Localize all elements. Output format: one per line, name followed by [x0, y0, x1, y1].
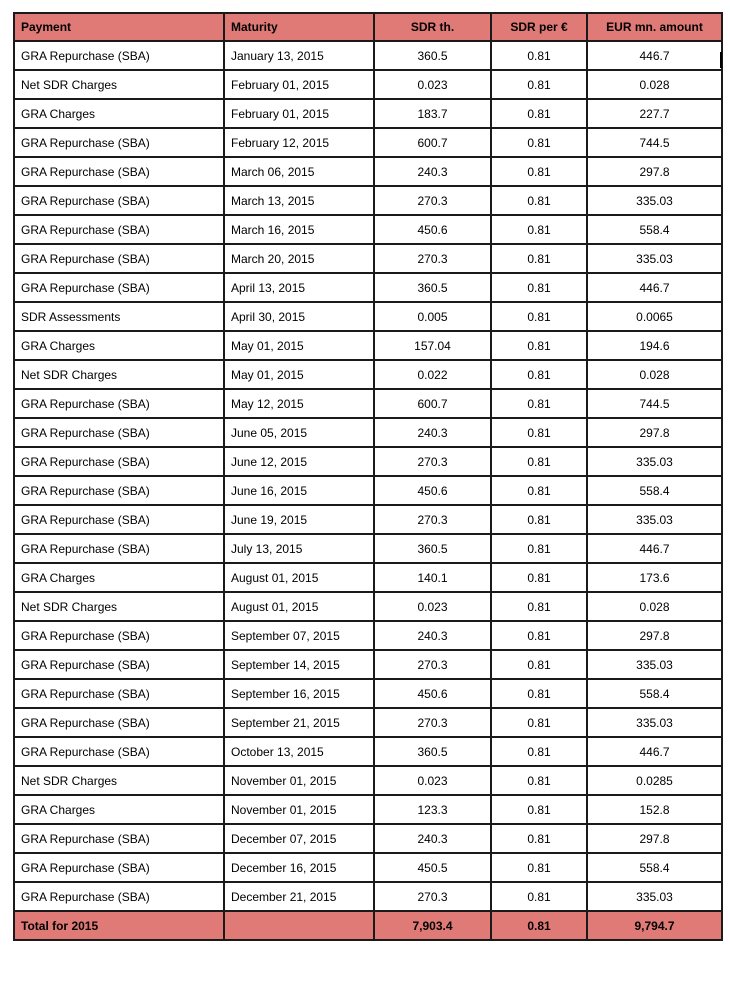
- cell-eur-amount: 744.5: [587, 389, 722, 418]
- table-row: [14, 708, 722, 737]
- payments-table: [13, 12, 723, 941]
- cell-eur-amount: 558.4: [587, 853, 722, 882]
- cell-sdr-per-eur: 0.81: [491, 679, 587, 708]
- cell-payment: SDR Assessments: [14, 302, 224, 331]
- table-row: [14, 795, 722, 824]
- table-row: [14, 360, 722, 389]
- cell-maturity: July 13, 2015: [224, 534, 374, 563]
- cell-payment: GRA Repurchase (SBA): [14, 447, 224, 476]
- cell-eur-amount: 446.7: [587, 534, 722, 563]
- cell-payment: GRA Charges: [14, 99, 224, 128]
- cell-payment: GRA Repurchase (SBA): [14, 418, 224, 447]
- cell-payment: GRA Repurchase (SBA): [14, 824, 224, 853]
- cell-sdr-per-eur: 0.81: [491, 331, 587, 360]
- cell-payment: GRA Repurchase (SBA): [14, 157, 224, 186]
- cell-maturity: August 01, 2015: [224, 592, 374, 621]
- cell-maturity: November 01, 2015: [224, 795, 374, 824]
- cell-sdr-per-eur: 0.81: [491, 418, 587, 447]
- table-row: [14, 157, 722, 186]
- cell-maturity: December 07, 2015: [224, 824, 374, 853]
- cell-eur-amount: 335.03: [587, 650, 722, 679]
- cell-maturity: December 21, 2015: [224, 882, 374, 911]
- cell-sdr-th: 0.023: [374, 766, 491, 795]
- cell-sdr-th: 270.3: [374, 447, 491, 476]
- total-eur-amount: 9,794.7: [587, 911, 722, 940]
- table-row: [14, 128, 722, 157]
- cell-sdr-per-eur: 0.81: [491, 128, 587, 157]
- cell-eur-amount: 335.03: [587, 505, 722, 534]
- cell-payment: GRA Repurchase (SBA): [14, 882, 224, 911]
- header-sdr-per-eur: SDR per €: [491, 13, 587, 41]
- cell-sdr-per-eur: 0.81: [491, 476, 587, 505]
- cell-sdr-per-eur: 0.81: [491, 563, 587, 592]
- cell-eur-amount: 558.4: [587, 476, 722, 505]
- total-sdr-per-eur: 0.81: [491, 911, 587, 940]
- cell-maturity: January 13, 2015: [224, 41, 374, 70]
- cell-sdr-th: 240.3: [374, 157, 491, 186]
- cell-sdr-per-eur: 0.81: [491, 650, 587, 679]
- cell-payment: GRA Repurchase (SBA): [14, 273, 224, 302]
- cell-payment: GRA Repurchase (SBA): [14, 128, 224, 157]
- cell-eur-amount: 297.8: [587, 418, 722, 447]
- cell-payment: GRA Repurchase (SBA): [14, 853, 224, 882]
- cell-payment: GRA Repurchase (SBA): [14, 244, 224, 273]
- cell-sdr-th: 270.3: [374, 882, 491, 911]
- table-row: [14, 331, 722, 360]
- cell-payment: GRA Repurchase (SBA): [14, 505, 224, 534]
- cell-sdr-th: 270.3: [374, 186, 491, 215]
- cell-eur-amount: 446.7: [587, 41, 722, 70]
- cell-eur-amount: 558.4: [587, 215, 722, 244]
- cell-sdr-th: 360.5: [374, 41, 491, 70]
- table-row: [14, 853, 722, 882]
- table-row: [14, 273, 722, 302]
- cell-sdr-th: 600.7: [374, 128, 491, 157]
- cell-sdr-th: 270.3: [374, 708, 491, 737]
- cell-sdr-th: 157.04: [374, 331, 491, 360]
- table-row: [14, 505, 722, 534]
- cell-sdr-th: 450.6: [374, 679, 491, 708]
- table-row: [14, 650, 722, 679]
- total-label: Total for 2015: [14, 911, 224, 940]
- cell-payment: GRA Repurchase (SBA): [14, 708, 224, 737]
- cell-maturity: September 07, 2015: [224, 621, 374, 650]
- cell-maturity: June 12, 2015: [224, 447, 374, 476]
- table-row: [14, 737, 722, 766]
- cell-maturity: May 01, 2015: [224, 360, 374, 389]
- table-row: [14, 70, 722, 99]
- table-row: [14, 592, 722, 621]
- cell-maturity: September 14, 2015: [224, 650, 374, 679]
- cell-maturity: June 19, 2015: [224, 505, 374, 534]
- cell-maturity: June 16, 2015: [224, 476, 374, 505]
- cell-sdr-th: 0.005: [374, 302, 491, 331]
- cell-payment: GRA Repurchase (SBA): [14, 215, 224, 244]
- cell-sdr-per-eur: 0.81: [491, 447, 587, 476]
- cell-payment: GRA Repurchase (SBA): [14, 737, 224, 766]
- cell-eur-amount: 297.8: [587, 824, 722, 853]
- cell-sdr-th: 0.022: [374, 360, 491, 389]
- cell-eur-amount: 0.028: [587, 360, 722, 389]
- table-row: [14, 215, 722, 244]
- cell-eur-amount: 297.8: [587, 621, 722, 650]
- cell-sdr-per-eur: 0.81: [491, 99, 587, 128]
- table-row: [14, 679, 722, 708]
- total-row: [14, 911, 722, 940]
- table-row: [14, 389, 722, 418]
- cell-eur-amount: 446.7: [587, 273, 722, 302]
- cell-eur-amount: 297.8: [587, 157, 722, 186]
- header-sdr-th: SDR th.: [374, 13, 491, 41]
- cell-eur-amount: 335.03: [587, 244, 722, 273]
- table-row: [14, 766, 722, 795]
- cell-maturity: May 12, 2015: [224, 389, 374, 418]
- cell-eur-amount: 0.0065: [587, 302, 722, 331]
- cell-payment: Net SDR Charges: [14, 360, 224, 389]
- cell-sdr-per-eur: 0.81: [491, 592, 587, 621]
- header-eur-mn-amount: EUR mn. amount: [587, 13, 722, 41]
- cell-sdr-th: 0.023: [374, 592, 491, 621]
- cell-maturity: March 13, 2015: [224, 186, 374, 215]
- table-header: [14, 13, 722, 41]
- cell-eur-amount: 0.028: [587, 592, 722, 621]
- total-maturity: [224, 911, 374, 940]
- table-row: [14, 244, 722, 273]
- cell-payment: GRA Repurchase (SBA): [14, 650, 224, 679]
- table-row: [14, 882, 722, 911]
- cell-sdr-per-eur: 0.81: [491, 853, 587, 882]
- cell-maturity: September 16, 2015: [224, 679, 374, 708]
- cell-maturity: February 12, 2015: [224, 128, 374, 157]
- cell-eur-amount: 335.03: [587, 447, 722, 476]
- cell-eur-amount: 0.028: [587, 70, 722, 99]
- cell-sdr-per-eur: 0.81: [491, 186, 587, 215]
- cell-maturity: December 16, 2015: [224, 853, 374, 882]
- cell-payment: GRA Repurchase (SBA): [14, 41, 224, 70]
- cell-sdr-th: 360.5: [374, 534, 491, 563]
- payments-sheet: [13, 12, 721, 941]
- cell-eur-amount: 227.7: [587, 99, 722, 128]
- cell-sdr-th: 240.3: [374, 418, 491, 447]
- table-row: [14, 186, 722, 215]
- cell-sdr-th: 183.7: [374, 99, 491, 128]
- cell-maturity: June 05, 2015: [224, 418, 374, 447]
- cell-maturity: March 06, 2015: [224, 157, 374, 186]
- cell-sdr-per-eur: 0.81: [491, 882, 587, 911]
- cell-maturity: April 13, 2015: [224, 273, 374, 302]
- cell-eur-amount: 558.4: [587, 679, 722, 708]
- table-row: [14, 824, 722, 853]
- cell-eur-amount: 744.5: [587, 128, 722, 157]
- cell-sdr-per-eur: 0.81: [491, 795, 587, 824]
- header-maturity: Maturity: [224, 13, 374, 41]
- cell-sdr-per-eur: 0.81: [491, 244, 587, 273]
- cell-eur-amount: 335.03: [587, 708, 722, 737]
- cell-sdr-th: 270.3: [374, 244, 491, 273]
- table-row: [14, 418, 722, 447]
- cell-eur-amount: 335.03: [587, 186, 722, 215]
- cell-sdr-th: 270.3: [374, 650, 491, 679]
- cell-sdr-per-eur: 0.81: [491, 621, 587, 650]
- cell-sdr-per-eur: 0.81: [491, 389, 587, 418]
- cell-sdr-th: 123.3: [374, 795, 491, 824]
- table-row: [14, 99, 722, 128]
- cell-sdr-th: 450.5: [374, 853, 491, 882]
- cell-eur-amount: 152.8: [587, 795, 722, 824]
- header-payment: Payment: [14, 13, 224, 41]
- cell-payment: GRA Repurchase (SBA): [14, 679, 224, 708]
- cell-payment: GRA Charges: [14, 563, 224, 592]
- cell-payment: GRA Charges: [14, 795, 224, 824]
- cell-eur-amount: 0.0285: [587, 766, 722, 795]
- table-body: [14, 41, 722, 911]
- cell-sdr-per-eur: 0.81: [491, 302, 587, 331]
- table-row: [14, 476, 722, 505]
- cell-maturity: April 30, 2015: [224, 302, 374, 331]
- cell-payment: GRA Repurchase (SBA): [14, 186, 224, 215]
- cell-sdr-th: 240.3: [374, 621, 491, 650]
- cell-payment: GRA Repurchase (SBA): [14, 476, 224, 505]
- cell-eur-amount: 335.03: [587, 882, 722, 911]
- cell-sdr-th: 270.3: [374, 505, 491, 534]
- cell-sdr-th: 600.7: [374, 389, 491, 418]
- table-row: [14, 534, 722, 563]
- cell-sdr-th: 240.3: [374, 824, 491, 853]
- cell-sdr-per-eur: 0.81: [491, 360, 587, 389]
- header-row: [14, 13, 722, 41]
- cell-maturity: September 21, 2015: [224, 708, 374, 737]
- cell-sdr-per-eur: 0.81: [491, 708, 587, 737]
- table-row: [14, 447, 722, 476]
- cell-payment: Net SDR Charges: [14, 70, 224, 99]
- table-row: [14, 621, 722, 650]
- cell-maturity: October 13, 2015: [224, 737, 374, 766]
- cell-maturity: November 01, 2015: [224, 766, 374, 795]
- table-row: [14, 41, 722, 70]
- table-row: [14, 563, 722, 592]
- cell-maturity: February 01, 2015: [224, 70, 374, 99]
- cell-sdr-per-eur: 0.81: [491, 766, 587, 795]
- cell-maturity: February 01, 2015: [224, 99, 374, 128]
- cell-sdr-per-eur: 0.81: [491, 737, 587, 766]
- cell-maturity: August 01, 2015: [224, 563, 374, 592]
- cell-eur-amount: 446.7: [587, 737, 722, 766]
- edge-marker: [720, 52, 722, 68]
- cell-payment: GRA Repurchase (SBA): [14, 534, 224, 563]
- cell-sdr-per-eur: 0.81: [491, 157, 587, 186]
- cell-sdr-per-eur: 0.81: [491, 215, 587, 244]
- cell-eur-amount: 194.6: [587, 331, 722, 360]
- total-sdr-th: 7,903.4: [374, 911, 491, 940]
- cell-sdr-per-eur: 0.81: [491, 70, 587, 99]
- cell-payment: Net SDR Charges: [14, 766, 224, 795]
- cell-payment: Net SDR Charges: [14, 592, 224, 621]
- cell-maturity: March 20, 2015: [224, 244, 374, 273]
- cell-sdr-th: 0.023: [374, 70, 491, 99]
- cell-sdr-per-eur: 0.81: [491, 41, 587, 70]
- cell-sdr-th: 360.5: [374, 737, 491, 766]
- cell-sdr-per-eur: 0.81: [491, 534, 587, 563]
- cell-sdr-th: 360.5: [374, 273, 491, 302]
- cell-payment: GRA Repurchase (SBA): [14, 621, 224, 650]
- cell-sdr-th: 450.6: [374, 215, 491, 244]
- table-footer: [14, 911, 722, 940]
- cell-sdr-th: 450.6: [374, 476, 491, 505]
- cell-sdr-per-eur: 0.81: [491, 505, 587, 534]
- cell-sdr-th: 140.1: [374, 563, 491, 592]
- cell-eur-amount: 173.6: [587, 563, 722, 592]
- cell-sdr-per-eur: 0.81: [491, 824, 587, 853]
- table-row: [14, 302, 722, 331]
- cell-maturity: March 16, 2015: [224, 215, 374, 244]
- cell-payment: GRA Charges: [14, 331, 224, 360]
- cell-payment: GRA Repurchase (SBA): [14, 389, 224, 418]
- cell-sdr-per-eur: 0.81: [491, 273, 587, 302]
- cell-maturity: May 01, 2015: [224, 331, 374, 360]
